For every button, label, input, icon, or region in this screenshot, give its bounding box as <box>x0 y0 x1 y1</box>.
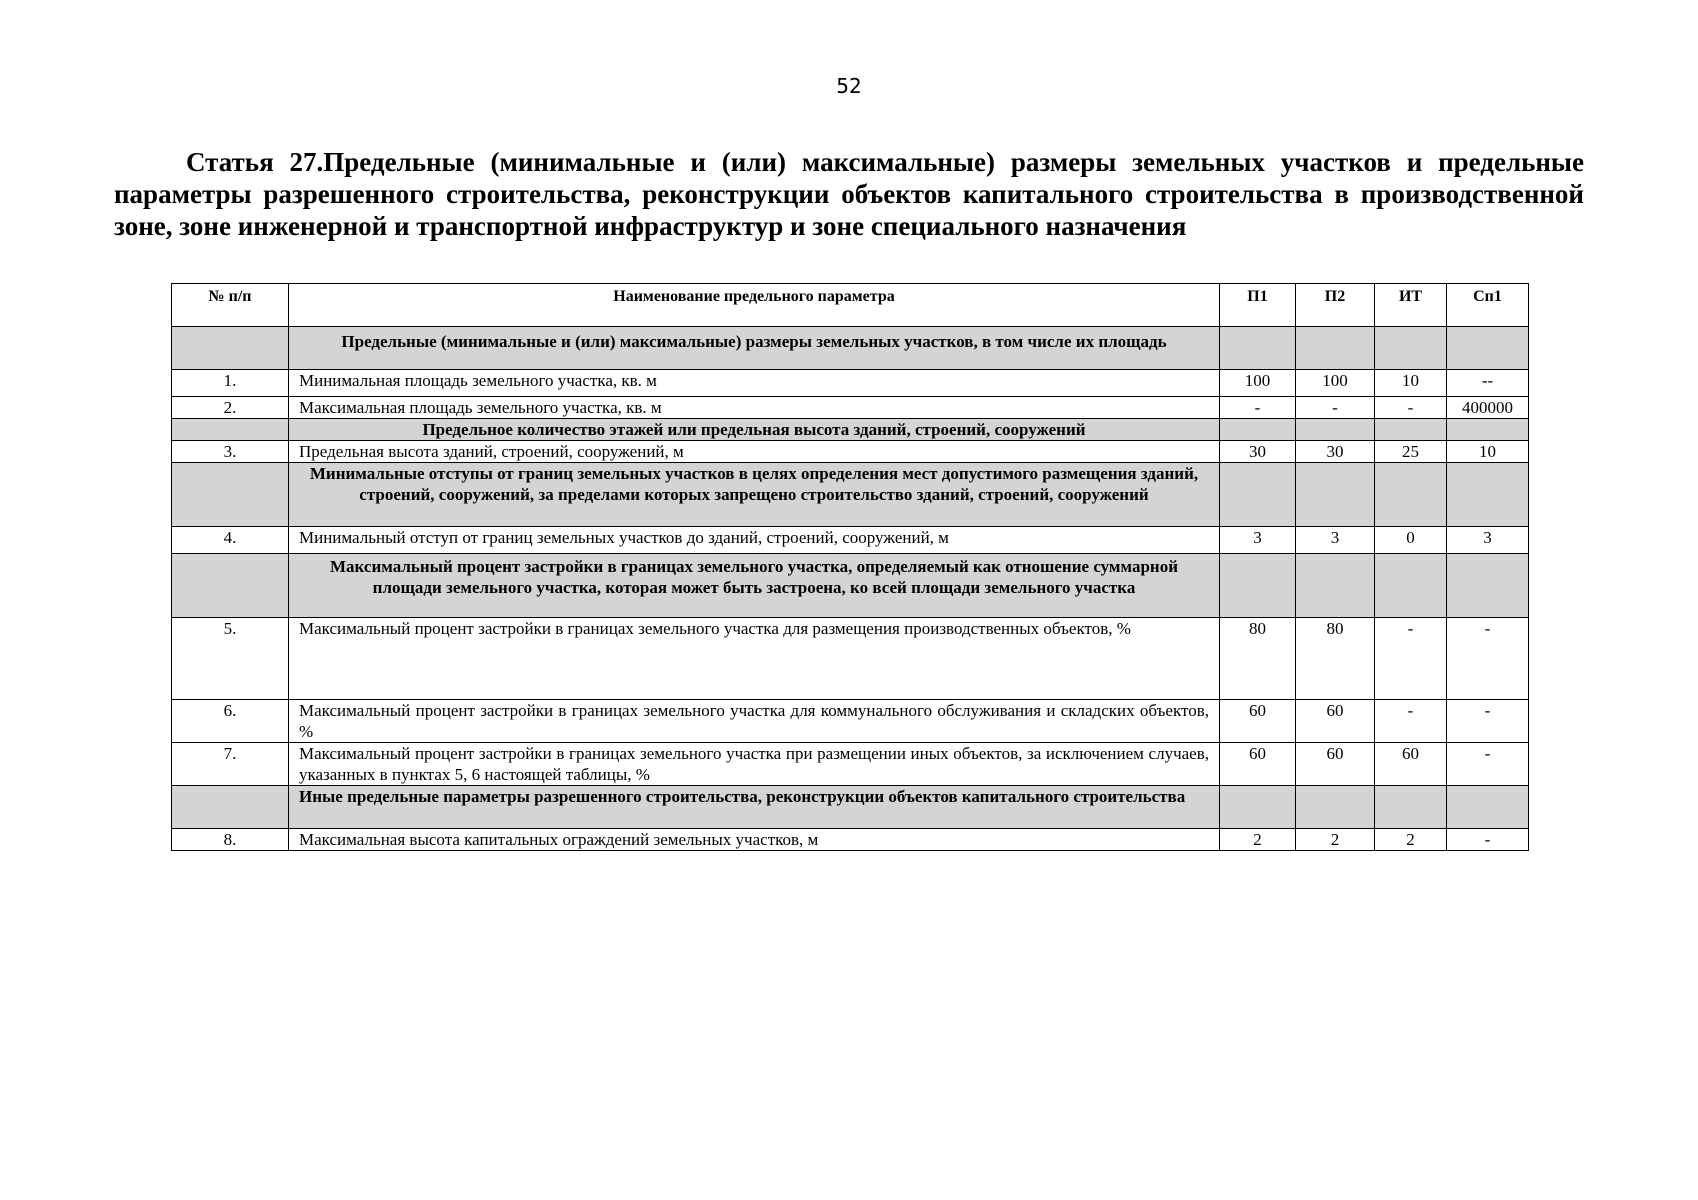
row-num: 8. <box>172 829 289 851</box>
row-name: Минимальная площадь земельного участка, кв. м <box>289 370 1220 397</box>
row-sp1: - <box>1447 829 1529 851</box>
row-p1: 60 <box>1220 743 1296 786</box>
section-row <box>172 554 1529 618</box>
row-p2: 2 <box>1296 829 1375 851</box>
table-row <box>172 829 1529 851</box>
row-sp1: - <box>1447 700 1529 743</box>
row-num: 7. <box>172 743 289 786</box>
row-name: Максимальная высота капитальных ограждений земельных участков, м <box>289 829 1220 851</box>
header-num: № п/п <box>172 284 289 327</box>
article-heading: Статья 27.Предельные (минимальные и (или) максимальные) размеры земельных участков и предельные параметры разрешенного строительства, реконструкции объектов капитального строительства в производственной зоне, зоне инженерной и транспортной инфраструктур и зоне специального назначения <box>114 147 1584 241</box>
row-sp1: 3 <box>1447 527 1529 554</box>
row-name: Максимальный процент застройки в границах земельного участка для коммунального обслуживания и складских объектов, % <box>289 700 1220 743</box>
section-title: Минимальные отступы от границ земельных участков в целях определения мест допустимого размещения зданий, строений, сооружений, за пределами которых запрещено строительство зданий, строений, сооружений <box>289 463 1220 527</box>
row-name: Максимальный процент застройки в границах земельного участка при размещении иных объектов, за исключением случаев, указанных в пунктах 5, 6 настоящей таблицы, % <box>289 743 1220 786</box>
section-row <box>172 327 1529 370</box>
row-p2: - <box>1296 397 1375 419</box>
row-sp1: 10 <box>1447 441 1529 463</box>
header-sp1: Сп1 <box>1447 284 1529 327</box>
section-row <box>172 463 1529 527</box>
row-p2: 80 <box>1296 618 1375 700</box>
row-p2: 100 <box>1296 370 1375 397</box>
row-sp1: - <box>1447 743 1529 786</box>
table-row <box>172 370 1529 397</box>
row-name: Предельная высота зданий, строений, сооружений, м <box>289 441 1220 463</box>
row-p2: 30 <box>1296 441 1375 463</box>
row-it: 2 <box>1375 829 1447 851</box>
row-p2: 3 <box>1296 527 1375 554</box>
section-row <box>172 786 1529 829</box>
row-name: Максимальная площадь земельного участка, кв. м <box>289 397 1220 419</box>
row-p1: 30 <box>1220 441 1296 463</box>
row-num: 1. <box>172 370 289 397</box>
section-row <box>172 419 1529 441</box>
table-row <box>172 441 1529 463</box>
page-number: 52 <box>836 74 862 98</box>
header-it: ИТ <box>1375 284 1447 327</box>
row-sp1: 400000 <box>1447 397 1529 419</box>
row-num: 4. <box>172 527 289 554</box>
row-it: - <box>1375 700 1447 743</box>
row-it: - <box>1375 618 1447 700</box>
row-it: 25 <box>1375 441 1447 463</box>
row-sp1: - <box>1447 618 1529 700</box>
row-p1: 80 <box>1220 618 1296 700</box>
row-p1: 2 <box>1220 829 1296 851</box>
row-p1: - <box>1220 397 1296 419</box>
row-sp1: -- <box>1447 370 1529 397</box>
row-p1: 3 <box>1220 527 1296 554</box>
row-p2: 60 <box>1296 700 1375 743</box>
section-title: Максимальный процент застройки в границах земельного участка, определяемый как отношение суммарной площади земельного участка, которая может быть застроена, ко всей площади земельного участка <box>289 554 1220 618</box>
row-num: 3. <box>172 441 289 463</box>
table-row <box>172 397 1529 419</box>
row-p1: 100 <box>1220 370 1296 397</box>
header-name: Наименование предельного параметра <box>289 284 1220 327</box>
table-row <box>172 743 1529 786</box>
table-row <box>172 700 1529 743</box>
row-num: 6. <box>172 700 289 743</box>
row-it: 60 <box>1375 743 1447 786</box>
row-num: 2. <box>172 397 289 419</box>
row-name: Минимальный отступ от границ земельных участков до зданий, строений, сооружений, м <box>289 527 1220 554</box>
table-row <box>172 527 1529 554</box>
row-it: 10 <box>1375 370 1447 397</box>
section-title: Предельные (минимальные и (или) максимальные) размеры земельных участков, в том числе их площадь <box>289 327 1220 370</box>
row-p2: 60 <box>1296 743 1375 786</box>
section-title: Иные предельные параметры разрешенного строительства, реконструкции объектов капитального строительства <box>289 786 1220 829</box>
row-it: 0 <box>1375 527 1447 554</box>
table-header-row <box>172 284 1529 327</box>
section-title: Предельное количество этажей или предельная высота зданий, строений, сооружений <box>289 419 1220 441</box>
header-p1: П1 <box>1220 284 1296 327</box>
table-row <box>172 618 1529 700</box>
row-name: Максимальный процент застройки в границах земельного участка для размещения производственных объектов, % <box>289 618 1220 700</box>
row-p1: 60 <box>1220 700 1296 743</box>
row-num: 5. <box>172 618 289 700</box>
row-it: - <box>1375 397 1447 419</box>
parameters-table <box>171 283 1529 851</box>
header-p2: П2 <box>1296 284 1375 327</box>
